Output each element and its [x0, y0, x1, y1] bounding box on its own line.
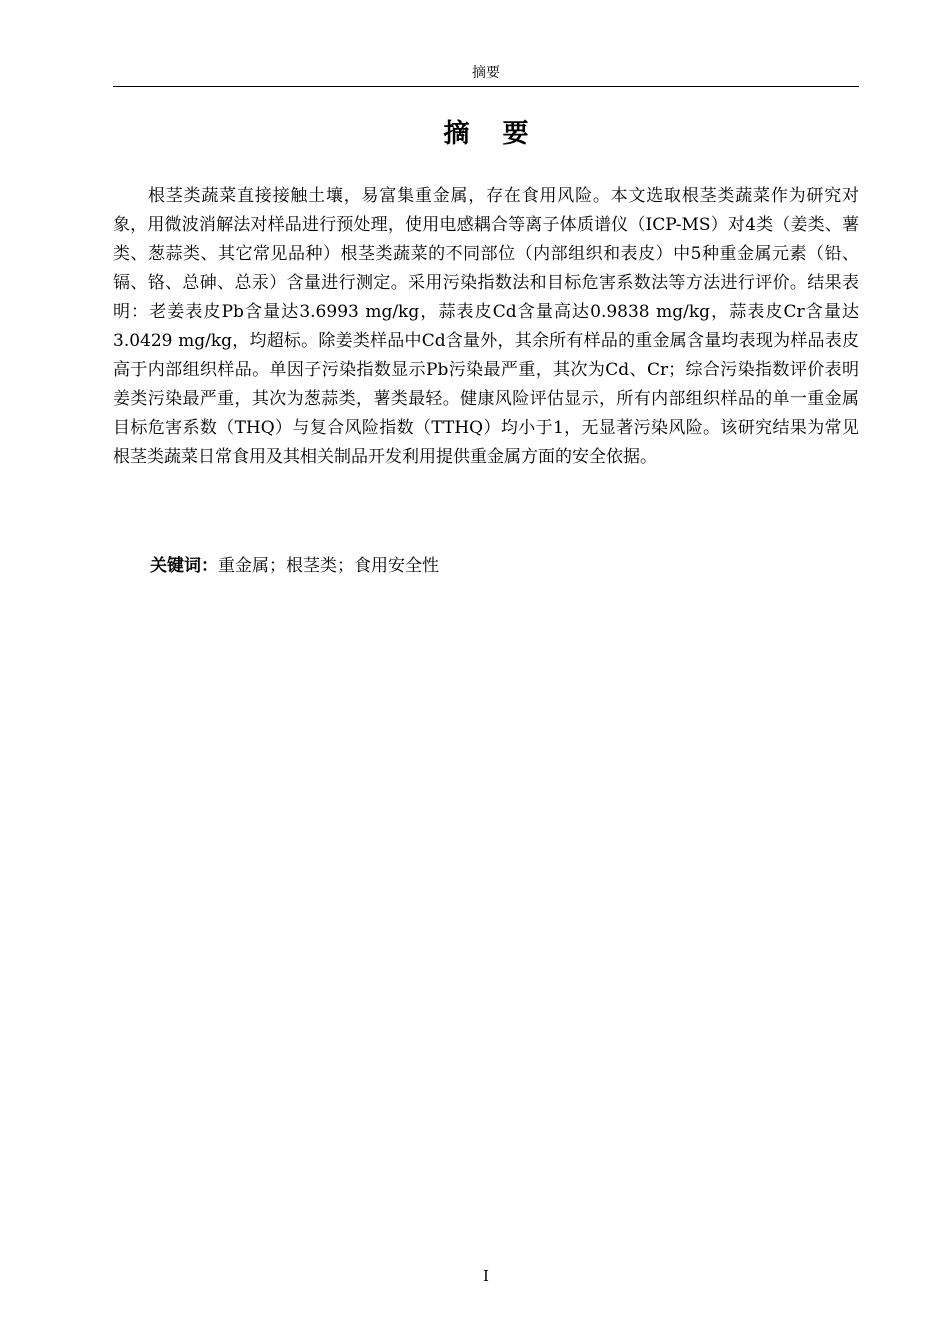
- page-number: I: [483, 1267, 489, 1285]
- running-header: 摘要: [472, 65, 500, 81]
- abstract-paragraph: 根茎类蔬菜直接接触土壤，易富集重金属，存在食用风险。本文选取根茎类蔬菜作为研究对象，用微波消解法对样品进行预处理，使用电感耦合等离子体质谱仪（ICP-MS）对4类（姜类、薯类、葱蒜类、其它常见品种）根茎类蔬菜的不同部位（内部组织和表皮）中5种重金属元素（铅、镉、铬、总砷、总汞）含量进行测定。采用污染指数法和目标危害系数法等方法进行评价。结果表明：老姜表皮Pb含量达3.6993 mg/kg，蒜表皮Cd含量高达0.9838 mg/kg，蒜表皮Cr含量达3.0429 mg/kg，均超标。除姜类样品中Cd含量外，其余所有样品的重金属含量均表现为样品表皮高于内部组织样品。单因子污染指数显示Pb污染最严重，其次为Cd、Cr；综合污染指数评价表明姜类污染最严重，其次为葱蒜类，薯类最轻。健康风险评估显示，所有内部组织样品的单一重金属目标危害系数（THQ）与复合风险指数（TTHQ）均小于1，无显著污染风险。该研究结果为常见根茎类蔬菜日常食用及其相关制品开发利用提供重金属方面的安全依据。: [113, 186, 859, 467]
- keywords-label: 关键词：: [150, 556, 218, 576]
- header-divider: [113, 86, 859, 87]
- keywords-value: 重金属；根茎类；食用安全性: [218, 556, 439, 576]
- keywords-line: [150, 552, 439, 581]
- page-title: 摘 要: [443, 119, 541, 149]
